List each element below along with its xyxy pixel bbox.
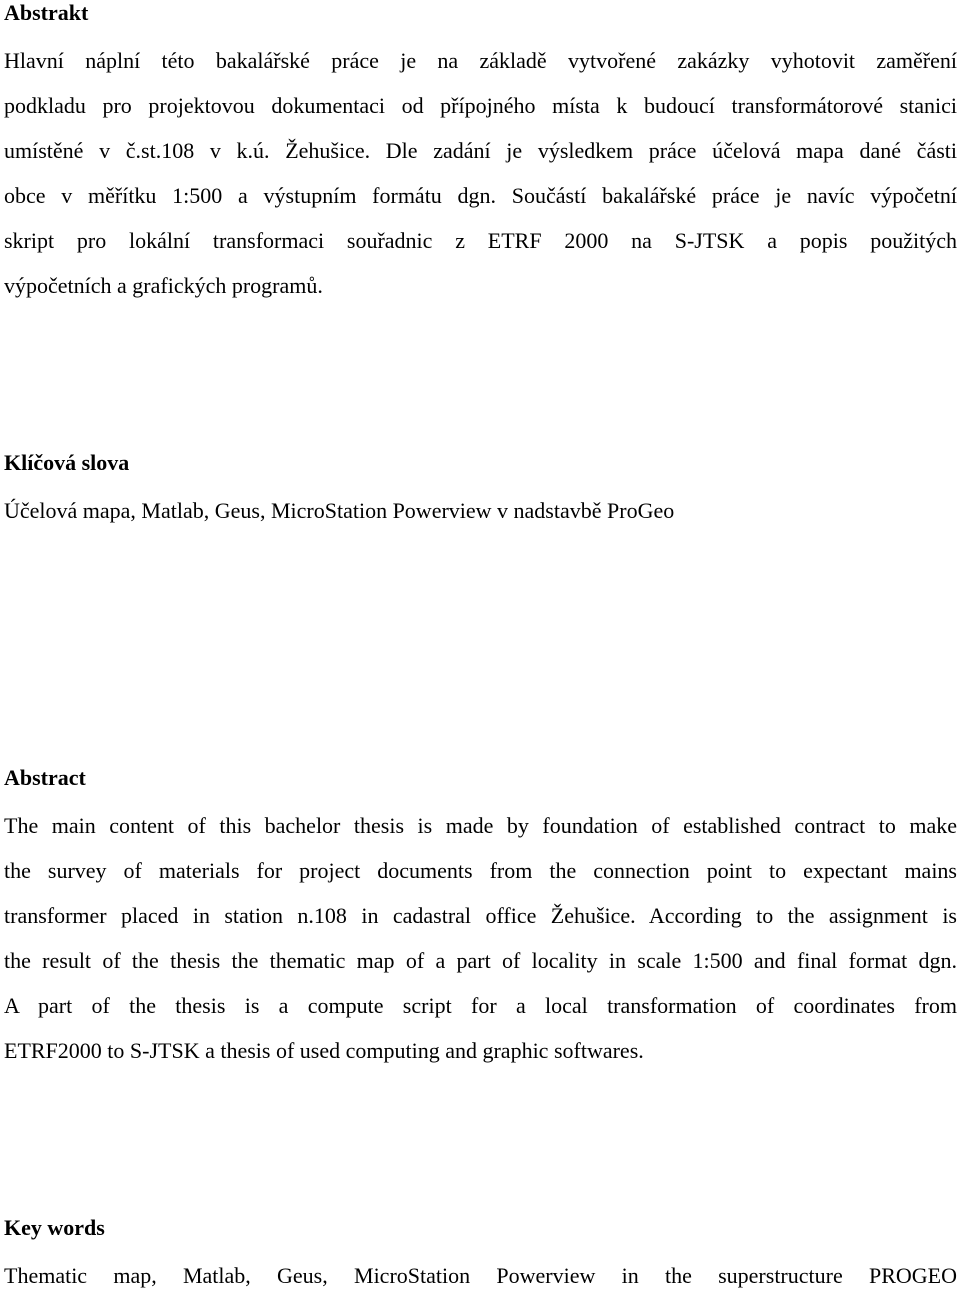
klicova-slova-heading: Klíčová slova [4, 450, 130, 475]
klicova-slova-section [4, 450, 957, 533]
abstract-line-2: the survey of materials for project documents from the connection point to expectant mains [4, 858, 957, 883]
abstrakt-line-3: umístěné v č.st.108 v k.ú. Žehušice. Dle zadání je výsledkem práce účelová mapa dané části [4, 138, 957, 163]
abstract-line-1: The main content of this bachelor thesis is made by foundation of established contract to make [4, 813, 957, 838]
abstrakt-line-2: podkladu pro projektovou dokumentaci od přípojného místa k budoucí transformátorové stanici [4, 93, 957, 118]
abstract-line-4: the result of the thesis the thematic map of a part of locality in scale 1:500 and final format dgn. [4, 948, 957, 973]
klicova-slova-paragraph [4, 488, 957, 533]
abstrakt-paragraph [4, 38, 957, 308]
klicova-slova-line-1: Účelová mapa, Matlab, Geus, MicroStation Powerview v nadstavbě ProGeo [4, 498, 675, 523]
key-words-heading: Key words [4, 1215, 105, 1240]
abstract-paragraph [4, 803, 957, 1073]
abstract-line-6: ETRF2000 to S-JTSK a thesis of used computing and graphic softwares. [4, 1038, 644, 1063]
abstract-line-3: transformer placed in station n.108 in cadastral office Žehušice. According to the assignment is [4, 903, 957, 928]
key-words-line-1: Thematic map, Matlab, Geus, MicroStation Powerview in the superstructure PROGEO [4, 1263, 957, 1288]
abstrakt-line-5: skript pro lokální transformaci souřadnic z ETRF 2000 na S-JTSK a popis použitých [4, 228, 957, 253]
key-words-paragraph [4, 1253, 957, 1298]
abstrakt-line-6: výpočetních a grafických programů. [4, 273, 323, 298]
abstract-line-5: A part of the thesis is a compute script for a local transformation of coordinates from [4, 993, 957, 1018]
abstrakt-line-4: obce v měřítku 1:500 a výstupním formátu dgn. Součástí bakalářské práce je navíc výpočetní [4, 183, 957, 208]
abstract-heading: Abstract [4, 765, 86, 790]
abstrakt-line-1: Hlavní náplní této bakalářské práce je na základě vytvořené zakázky vyhotovit zaměření [4, 48, 957, 73]
abstract-section [4, 765, 957, 1073]
abstrakt-section [4, 0, 957, 308]
key-words-section [4, 1215, 957, 1298]
abstrakt-heading: Abstrakt [4, 0, 89, 25]
